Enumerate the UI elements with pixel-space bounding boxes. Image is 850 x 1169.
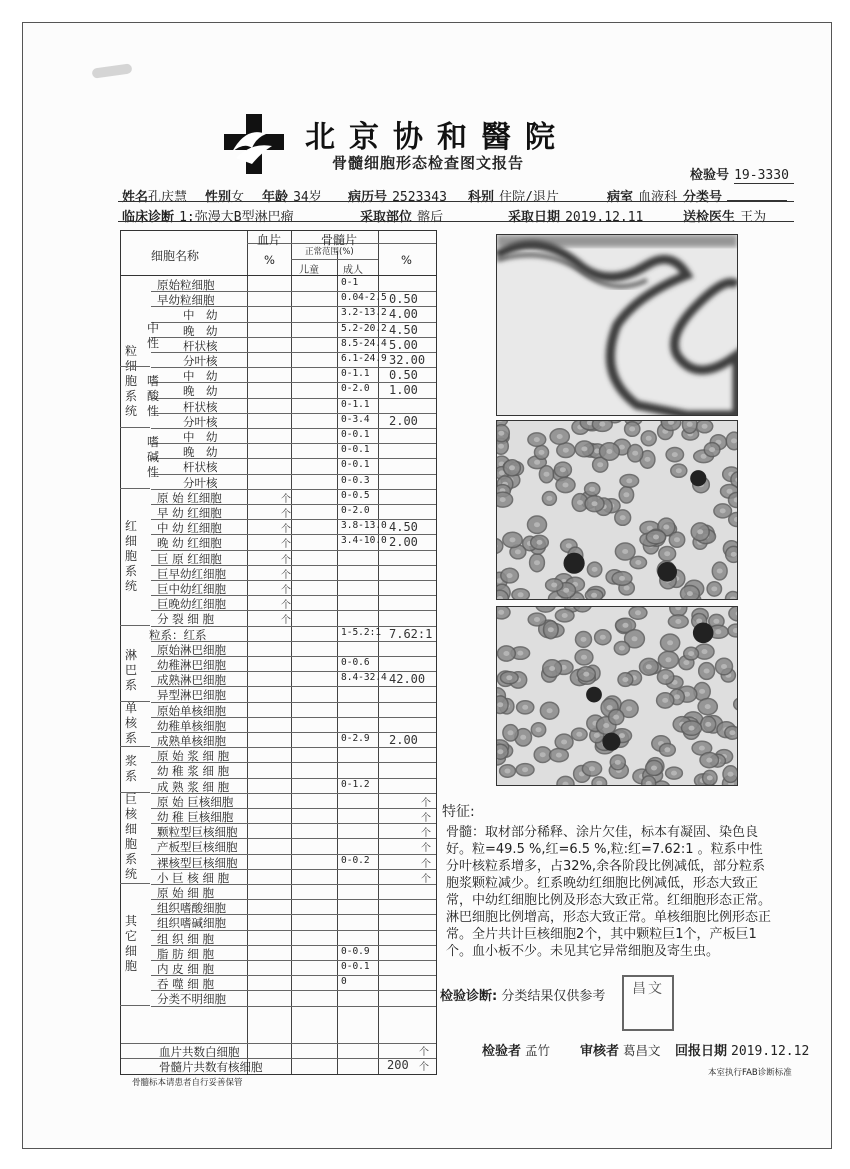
inspector <box>482 1040 550 1059</box>
header-rule-1 <box>118 201 794 202</box>
sample-site <box>360 206 443 225</box>
cell-name: 中 幼 <box>183 430 218 444</box>
normal-range: 1-5.2:1 <box>341 626 382 638</box>
doctor-label: 送检医生 <box>683 210 736 225</box>
cell-name: 脂 肪 细 胞 <box>157 946 214 961</box>
findings-section <box>442 804 772 960</box>
cell-name: 产板型巨核细胞 <box>157 840 238 855</box>
marrow-value: 0.50 <box>389 292 418 307</box>
cell-name: 巨早幼红细胞 <box>157 566 226 581</box>
group-label: 其它细胞 <box>124 913 137 973</box>
cell-name: 早幼粒细胞 <box>157 293 215 308</box>
ward-label: 病室 <box>607 190 634 205</box>
class-label: 分类号 <box>683 190 723 205</box>
cell-name: 成 熟 浆 细 胞 <box>157 779 230 794</box>
diagnosis-value: 1:弥漫大B型淋巴瘤 <box>179 210 294 225</box>
cell-name: 成熟淋巴细胞 <box>157 673 226 688</box>
cell-name: 原始粒细胞 <box>157 278 215 292</box>
cell-name: 晚 幼 <box>183 445 218 460</box>
cell-name: 晚 幼 红细胞 <box>157 536 222 551</box>
col-divider <box>337 251 338 1074</box>
marrow-tick: 个 <box>421 828 431 840</box>
dept-label: 科别 <box>468 190 495 205</box>
blood-cell-image <box>497 421 737 599</box>
report-date-value: 2019.12.12 <box>731 1044 810 1059</box>
findings-text: 骨髓：取材部分稀释、涂片欠佳，标本有凝固、染色良好。粒=49.5 %,红=6.5 %,粒:红=7.62:1 。粒系中性分叶核粒系增多，占32%,余各阶段比例减低，部分粒系胞浆颗粒减少。红系晚幼红细胞比例减低，形态大致正常，中幼红细胞比例及形态大致正常。红细胞形态正常。淋巴细胞比例增高，形态大致正常。单核细胞比例形态正常。全片共计巨核细胞2个，其中颗粒巨1个，产板巨1个。血小板不少。未见其它异常细胞及寄生虫。 <box>446 825 772 959</box>
blood-tick: 个 <box>281 524 291 536</box>
marrow-value: 0.50 <box>389 368 418 383</box>
note-left: 骨髓标本请患者自行妥善保管 <box>132 1078 243 1088</box>
date-label: 采取日期 <box>508 210 561 225</box>
col-cell-name: 细胞名称 <box>151 249 200 263</box>
doctor-value: 王为 <box>740 210 767 225</box>
blood-tick: 个 <box>281 585 291 596</box>
cell-name: 幼 稚 浆 细 胞 <box>157 764 230 779</box>
dept-value: 住院/退片 <box>499 190 559 205</box>
marrow-total-label: 骨髓片共数有核细胞 <box>159 1060 263 1074</box>
blood-tick: 个 <box>281 539 291 551</box>
normal-range: 0-2.0 <box>341 505 370 516</box>
name-label: 姓名 <box>122 190 149 205</box>
cell-name: 裸核型巨核细胞 <box>157 855 238 870</box>
col-child: 儿童 <box>299 265 319 276</box>
cell-name: 组织嗜碱细胞 <box>157 916 226 931</box>
findings-title: 特征: <box>442 804 475 820</box>
normal-range: 5.2-20.2 <box>341 322 387 334</box>
group-divider <box>120 366 150 367</box>
marrow-value: 1.00 <box>389 383 418 398</box>
age-label: 年龄 <box>262 190 289 205</box>
marrow-tick: 个 <box>421 873 431 885</box>
normal-range: 8.5-24.4 <box>341 337 387 349</box>
marrow-value: 2.00 <box>389 413 418 428</box>
cell-name: 中 幼 <box>183 308 218 323</box>
blood-wbc-label: 血片共数白细胞 <box>159 1045 240 1059</box>
marrow-total-unit: 个 <box>419 1062 429 1073</box>
cell-name: 杆状核 <box>183 338 218 353</box>
group-label: 浆系 <box>124 754 137 783</box>
group-label: 嗜碱性 <box>146 434 159 479</box>
cell-name: 中 幼 <box>183 369 218 384</box>
cell-name: 分叶核 <box>183 354 218 368</box>
marrow-value: 4.00 <box>389 307 418 322</box>
patient-name <box>122 186 187 205</box>
col-blood: 血片 <box>257 233 282 247</box>
normal-range: 0-0.2 <box>341 854 370 866</box>
micrograph-cells-1 <box>496 420 738 600</box>
col-divider <box>247 231 248 1074</box>
blood-tick: 个 <box>281 600 291 612</box>
normal-range: 0-0.1 <box>341 444 370 456</box>
marrow-value: 4.50 <box>389 322 418 337</box>
inspector-value: 孟竹 <box>525 1043 551 1058</box>
marrow-tick: 个 <box>421 797 431 809</box>
cell-name: 吞 噬 细 胞 <box>157 977 214 992</box>
record-value: 2523343 <box>392 190 447 205</box>
cell-name: 原始单核细胞 <box>157 703 226 718</box>
seal-stamp: 昌文 <box>622 975 674 1031</box>
blood-tick: 个 <box>281 615 291 627</box>
marrow-value: 2.00 <box>389 535 418 550</box>
col-marrow-pct: % <box>401 253 412 267</box>
marrow-value: 7.62:1 <box>389 626 433 641</box>
cell-name: 巨 原 红细胞 <box>157 551 222 566</box>
blood-tick: 个 <box>281 493 291 505</box>
exam-no-label: 检验号 <box>690 168 730 183</box>
cell-name: 分叶核 <box>183 475 218 490</box>
group-label: 中性 <box>146 320 159 350</box>
blood-wbc-unit: 个 <box>419 1047 429 1058</box>
patient-sex <box>205 186 244 205</box>
cell-name: 原 始 细 胞 <box>157 886 214 900</box>
col-normal-range: 正常范围(%) <box>305 247 354 257</box>
cell-name: 原始淋巴细胞 <box>157 642 226 657</box>
blood-tick: 个 <box>281 509 291 520</box>
inspector-label: 检验者 <box>482 1044 522 1059</box>
marrow-value: 42.00 <box>389 672 426 687</box>
normal-range: 3.4-10.0 <box>341 535 387 547</box>
cell-name: 巨晚幼红细胞 <box>157 597 226 612</box>
cell-name: 组织嗜酸细胞 <box>157 901 226 916</box>
group-divider <box>120 625 150 626</box>
cell-count-table <box>120 230 437 1075</box>
group-divider <box>120 427 150 428</box>
normal-range: 8.4-32.4 <box>341 672 387 684</box>
reviewer-value: 葛昌文 <box>623 1043 661 1058</box>
sex-label: 性别 <box>205 190 232 205</box>
group-label: 嗜酸性 <box>146 374 159 419</box>
patient-ward <box>607 186 677 205</box>
cell-name: 分类不明细胞 <box>157 992 226 1007</box>
normal-range: 0-1.1 <box>341 398 370 410</box>
normal-range: 0-3.4 <box>341 413 370 425</box>
cell-name: 幼稚淋巴细胞 <box>157 658 226 672</box>
group-divider <box>120 488 150 489</box>
cell-name: 组 织 细 胞 <box>157 931 214 946</box>
exam-no-value: 19-3330 <box>734 168 794 184</box>
normal-range: 0-0.1 <box>341 459 370 471</box>
sex-value: 女 <box>231 190 245 205</box>
report-date <box>675 1040 809 1059</box>
patient-record <box>348 186 447 205</box>
cell-name: 原 始 浆 细 胞 <box>157 749 230 764</box>
normal-range: 3.8-13.0 <box>341 520 387 532</box>
ward-value: 血液科 <box>638 190 678 205</box>
normal-range: 0-1.1 <box>341 368 370 380</box>
normal-range: 0-0.1 <box>341 429 370 440</box>
normal-range: 6.1-24.9 <box>341 353 387 364</box>
age-value: 34岁 <box>293 190 322 205</box>
marrow-tick: 个 <box>421 858 431 870</box>
header-bottom <box>121 275 436 276</box>
marrow-value: 2.00 <box>389 733 418 747</box>
marrow-tick: 个 <box>421 843 431 855</box>
group-label: 红细胞系统 <box>124 518 137 593</box>
blood-cell-image <box>497 607 737 785</box>
cell-name: 幼 稚 巨核细胞 <box>157 810 234 824</box>
cell-name: 粒系：红系 <box>149 627 207 642</box>
normal-range: 0-2.9 <box>341 733 370 744</box>
hospital-logo-icon <box>222 112 286 176</box>
normal-range: 0.04-2.5 <box>341 292 387 304</box>
normal-range: 0-0.1 <box>341 961 370 972</box>
cell-name: 小 巨 核 细 胞 <box>157 870 230 885</box>
row-divider <box>291 259 378 260</box>
normal-range: 0-0.6 <box>341 657 370 668</box>
name-value: 孔庆慧 <box>148 190 188 205</box>
record-label: 病历号 <box>348 190 388 205</box>
site-value: 髂后 <box>417 210 444 225</box>
normal-range: 0-0.9 <box>341 945 370 957</box>
reviewer <box>580 1040 661 1059</box>
col-marrow: 骨髓片 <box>321 233 358 247</box>
smear-image <box>497 235 737 415</box>
marrow-value: 4.50 <box>389 520 418 535</box>
blood-tick: 个 <box>281 569 291 581</box>
sample-date <box>508 206 643 225</box>
cell-name: 分 裂 细 胞 <box>157 612 214 627</box>
patient-class <box>683 186 787 205</box>
lab-diagnosis-value: 分类结果仅供参考 <box>501 989 606 1004</box>
cell-name: 中 幼 红细胞 <box>157 521 222 536</box>
micrograph-low-power <box>496 234 738 416</box>
lab-diagnosis <box>440 985 605 1004</box>
cell-name: 分叶核 <box>183 414 218 429</box>
reviewer-label: 审核者 <box>580 1044 620 1059</box>
normal-range: 3.2-13.2 <box>341 307 387 319</box>
note-right: 本室执行FAB诊断标准 <box>708 1068 792 1078</box>
normal-range: 0 <box>341 976 347 988</box>
cell-name: 幼稚单核细胞 <box>157 718 226 733</box>
cell-name: 内 皮 细 胞 <box>157 962 214 976</box>
marrow-value: 32.00 <box>389 353 426 367</box>
cell-name: 杆状核 <box>183 460 218 475</box>
header-rule-2 <box>118 221 794 222</box>
col-blood-pct: % <box>264 253 275 267</box>
micrograph-cells-2 <box>496 606 738 786</box>
cell-name: 晚 幼 <box>183 323 218 338</box>
report-date-label: 回报日期 <box>675 1044 728 1059</box>
group-label: 单核系 <box>124 700 137 745</box>
marrow-total-value: 200 <box>387 1058 409 1072</box>
normal-range: 0-1 <box>341 277 359 288</box>
group-label: 巨核细胞系统 <box>124 792 137 882</box>
normal-range: 0-0.5 <box>341 489 370 501</box>
cell-name: 原 始 巨核细胞 <box>157 794 234 809</box>
col-divider <box>291 231 292 1074</box>
group-label: 淋巴系 <box>124 647 137 692</box>
cell-name: 颗粒型巨核细胞 <box>157 825 238 840</box>
patient-age <box>262 186 322 205</box>
date-value: 2019.12.11 <box>565 210 644 225</box>
report-title: 骨髓细胞形态检查图文报告 <box>332 154 525 172</box>
clinical-diagnosis <box>122 206 294 225</box>
patient-dept <box>468 186 559 205</box>
normal-range: 0-2.0 <box>341 383 370 395</box>
marrow-tick: 个 <box>421 813 431 824</box>
cell-name: 成熟单核细胞 <box>157 734 226 748</box>
hospital-name: 北京协和醫院 <box>305 120 569 155</box>
cell-name: 原 始 红细胞 <box>157 490 222 505</box>
cell-name: 巨中幼红细胞 <box>157 582 226 596</box>
diagnosis-label: 临床诊断 <box>122 210 175 225</box>
cell-name: 早 幼 红细胞 <box>157 506 222 520</box>
group-divider <box>120 1005 150 1006</box>
normal-range: 0-0.3 <box>341 474 370 486</box>
cell-name: 异型淋巴细胞 <box>157 688 226 703</box>
lab-diagnosis-label: 检验诊断: <box>440 989 498 1004</box>
site-label: 采取部位 <box>360 210 413 225</box>
marrow-value: 5.00 <box>389 337 418 352</box>
group-divider <box>120 883 150 884</box>
group-divider <box>120 746 150 747</box>
exam-number <box>690 164 794 184</box>
col-adult: 成人 <box>343 265 363 276</box>
blood-tick: 个 <box>281 554 291 566</box>
cell-name: 晚 幼 <box>183 384 218 399</box>
cell-name: 杆状核 <box>183 399 218 414</box>
referring-doctor <box>683 206 766 225</box>
group-label: 粒细胞系统 <box>124 343 137 418</box>
normal-range: 0-1.2 <box>341 778 370 790</box>
